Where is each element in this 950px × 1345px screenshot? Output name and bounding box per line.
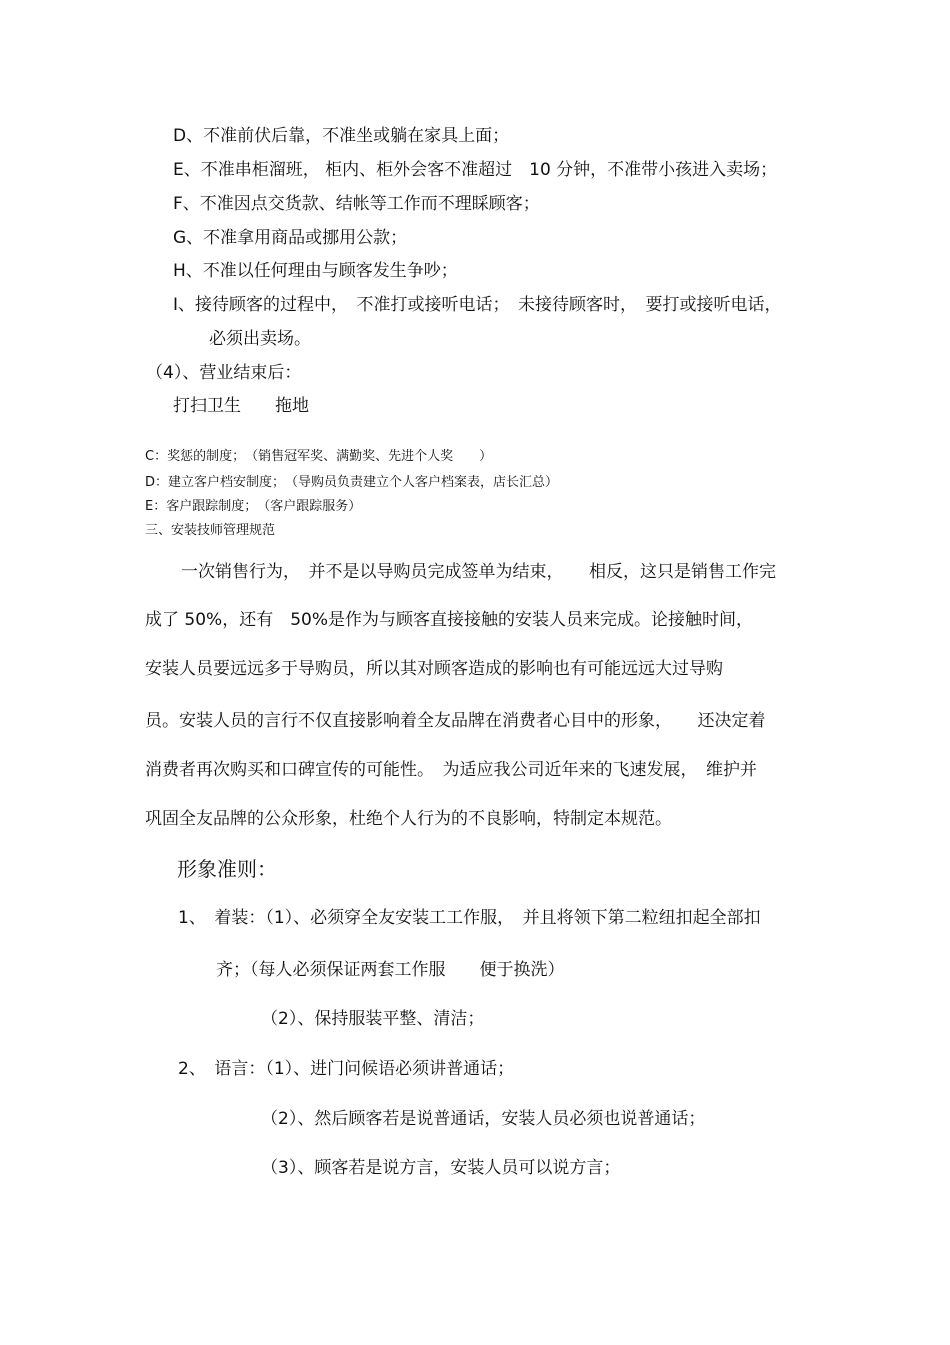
- after-business-tasks: 打扫卫生 拖地: [173, 396, 309, 416]
- rule-item-e: E、不准串柜溜班， 柜内、柜外会客不准超过 10 分钟，不准带小孩进入卖场；: [173, 160, 778, 180]
- rule-item-h: H、不准以任何理由与顾客发生争吵；: [173, 261, 458, 281]
- intro-line-4: 员。安装人员的言行不仅直接影响着全友品牌在消费者心目中的形象， 还决定着: [145, 711, 766, 731]
- system-item-d: D：建立客户档安制度； （导购员负责建立个人客户档案表，店长汇总）: [145, 475, 559, 490]
- attire-rule-2: （2）、保持服装平整、清洁；: [261, 1009, 485, 1029]
- intro-line-1: 一次销售行为， 并不是以导购员完成签单为结束， 相反，这只是销售工作完: [181, 562, 776, 582]
- rule-item-d: D、不准前伏后靠，不准坐或躺在家具上面；: [173, 126, 510, 146]
- rule-item-g: G、不准拿用商品或挪用公款；: [173, 228, 408, 248]
- system-item-e: E：客户跟踪制度； （客户跟踪服务）: [145, 499, 362, 514]
- system-item-c: C：奖惩的制度； （销售冠军奖、满勤奖、先进个人奖 ）: [145, 449, 493, 464]
- attire-rule-1-continuation: 齐；（每人必须保证两套工作服 便于换洗）: [216, 960, 565, 980]
- after-business-heading: （4）、营业结束后：: [146, 363, 302, 383]
- intro-line-3: 安装人员要远远多于导购员，所以其对顾客造成的影响也有可能远远大过导购: [145, 659, 723, 679]
- intro-line-6: 巩固全友品牌的公众形象，杜绝个人行为的不良影响，特制定本规范。: [145, 809, 672, 829]
- rule-item-i: I、接待顾客的过程中， 不准打或接听电话； 未接待顾客时， 要打或接听电话，: [173, 295, 782, 315]
- intro-line-5: 消费者再次购买和口碑宣传的可能性。 为适应我公司近年来的飞速发展， 维护并: [145, 760, 757, 780]
- rule-item-f: F、不准因点交货款、结帐等工作而不理睬顾客；: [173, 194, 540, 214]
- rule-item-i-continuation: 必须出卖场。: [209, 329, 311, 349]
- language-rule-1: 2、 语言：（1）、进门问候语必须讲普通话；: [178, 1059, 515, 1079]
- image-rules-title: 形象准则：: [177, 857, 277, 881]
- attire-rule-1: 1、 着装：（1）、必须穿全友安装工工作服， 并且将领下第二粒纽扣起全部扣: [178, 908, 761, 928]
- intro-line-2: 成了 50%，还有 50%是作为与顾客直接接触的安装人员来完成。论接触时间，: [145, 610, 753, 630]
- section-title: 三、安装技师管理规范: [145, 523, 276, 538]
- language-rule-3: （3）、顾客若是说方言，安装人员可以说方言；: [261, 1158, 621, 1178]
- language-rule-2: （2）、然后顾客若是说普通话，安装人员必须也说普通话；: [261, 1109, 706, 1129]
